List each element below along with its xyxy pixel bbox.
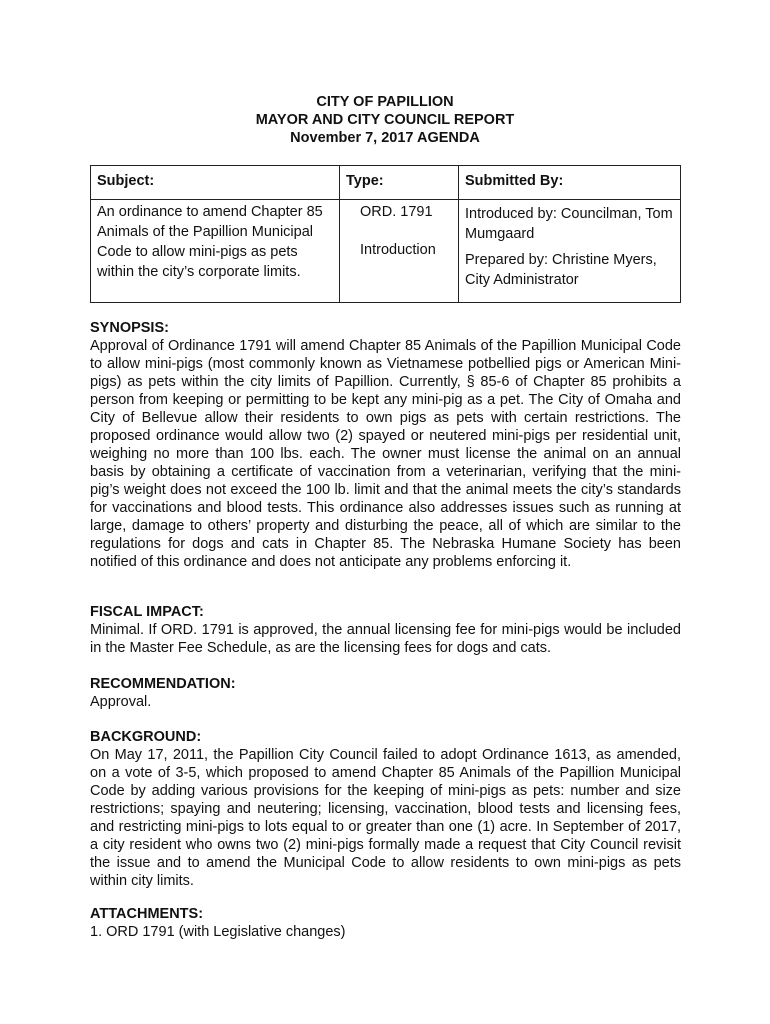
synopsis-heading: SYNOPSIS: (90, 320, 169, 336)
type-cell (340, 200, 459, 303)
report-summary-table (90, 165, 681, 303)
recommendation-section (90, 675, 681, 711)
introduced-by: Introduced by: Councilman, Tom Mumgaard (465, 206, 673, 242)
subject-header: Subject: (91, 166, 340, 200)
attachment-item: 1. ORD 1791 (with Legislative changes) (90, 924, 346, 940)
attachments-heading: ATTACHMENTS: (90, 906, 204, 922)
submitted-by-cell (459, 200, 681, 303)
table-header-row (91, 166, 681, 200)
background-heading: BACKGROUND: (90, 729, 202, 745)
background-text: On May 17, 2011, the Papillion City Council failed to adopt Ordinance 1613, as amended, on a vote of 3-5, which proposed to amend Chapter 85 Animals of the Papillion Municipal Code by adding various provisions for the keeping of mini-pigs as pets: number and size restrictions; spaying and neutering; licensing, vaccination, blood tests and licensing fees, and restricting mini-pigs to lots equal to or greater than one (1) acre. In September of 2017, a city resident who owns two (2) mini-pigs formally made a request that City Council revisit the issue and to amend the Municipal Code to allow residents to own mini-pigs as pets within city limits. (90, 747, 681, 889)
type-introduction: Introduction (360, 242, 436, 258)
background-section (90, 728, 681, 890)
fiscal-impact-section (90, 603, 681, 657)
prepared-by: Prepared by: Christine Myers, City Administrator (465, 252, 657, 288)
city-name: CITY OF PAPILLION (316, 94, 454, 110)
fiscal-impact-text: Minimal. If ORD. 1791 is approved, the annual licensing fee for mini-pigs would be included in the Master Fee Schedule, as are the licensing fees for dogs and cats. (90, 622, 681, 656)
report-header (0, 93, 770, 147)
synopsis-text: Approval of Ordinance 1791 will amend Chapter 85 Animals of the Papillion Municipal Code to allow mini-pigs (most commonly known as Vietnamese potbellied pigs or American Mini-pigs) as pets within the city limits of Papillion. Currently, § 85-6 of Chapter 85 prohibits a person from keeping or permitting to be kept any mini-pig as a pet. The City of Omaha and City of Bellevue allow their residents to own pigs as pets with certain restrictions. The proposed ordinance would allow two (2) spayed or neutered mini-pigs per residential unit, weighing no more than 100 lbs. each. The owner must license the animal on an annual basis by obtaining a certificate of vaccination from a veterinarian, verifying that the mini-pig’s weight does not exceed the 100 lb. limit and that the animal meets the city’s standards for vaccinations and blood tests. This ordinance also addresses issues such as running at large, damage to others’ property and disturbing the peace, all of which are similar to the regulations for dogs and cats in Chapter 85. The Nebraska Humane Society has been notified of this ordinance and does not anticipate any problems enforcing it. (90, 338, 681, 570)
type-header: Type: (340, 166, 459, 200)
synopsis-section (90, 319, 681, 571)
table-row (91, 200, 681, 303)
recommendation-text: Approval. (90, 694, 152, 710)
ordinance-number: ORD. 1791 (360, 204, 433, 220)
report-title: MAYOR AND CITY COUNCIL REPORT (255, 112, 515, 128)
agenda-date: November 7, 2017 AGENDA (290, 130, 480, 146)
subject-cell (91, 200, 340, 303)
submitted-by-header: Submitted By: (459, 166, 681, 200)
subject-text: An ordinance to amend Chapter 85 Animals of the Papillion Municipal Code to allow mini-pigs as pets within the city’s corporate limits. (97, 204, 323, 280)
attachments-section (90, 905, 681, 941)
recommendation-heading: RECOMMENDATION: (90, 676, 236, 692)
fiscal-impact-heading: FISCAL IMPACT: (90, 604, 204, 620)
